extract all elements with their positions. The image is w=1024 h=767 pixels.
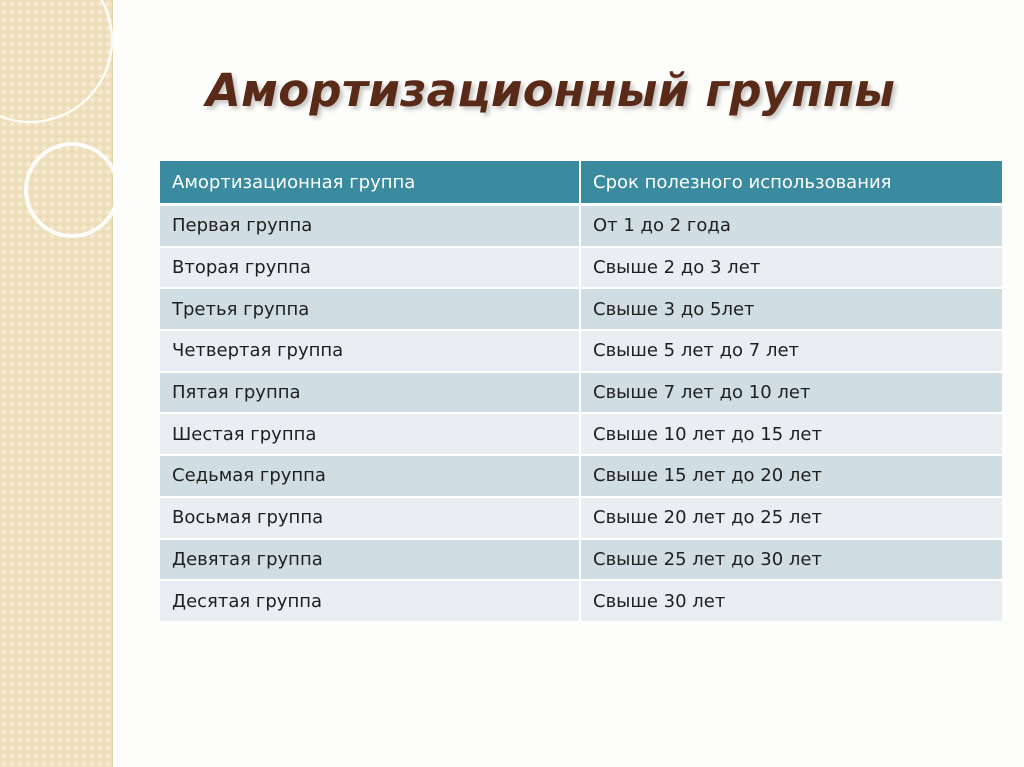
table-row (160, 455, 1002, 497)
slide-title: Амортизационный группы (206, 64, 896, 117)
table-row (160, 413, 1002, 455)
table-row (160, 330, 1002, 372)
header-useful-life: Срок полезного использования (580, 161, 1002, 205)
ring-small-arc (26, 144, 118, 236)
cell-group: Седьмая группа (160, 455, 580, 497)
cell-group: Четвертая группа (160, 330, 580, 372)
depreciation-groups-table (160, 161, 1002, 623)
cell-group: Девятая группа (160, 539, 580, 581)
cell-useful-life: Свыше 2 до 3 лет (580, 247, 1002, 289)
table-header-row (160, 161, 1002, 205)
cell-group: Восьмая группа (160, 497, 580, 539)
cell-useful-life: Свыше 25 лет до 30 лет (580, 539, 1002, 581)
ring-large-arc (0, 0, 112, 122)
cell-useful-life: Свыше 15 лет до 20 лет (580, 455, 1002, 497)
table-row (160, 539, 1002, 581)
cell-useful-life: От 1 до 2 года (580, 205, 1002, 247)
cell-group: Вторая группа (160, 247, 580, 289)
cell-useful-life: Свыше 20 лет до 25 лет (580, 497, 1002, 539)
table-row (160, 247, 1002, 289)
cell-group: Десятая группа (160, 580, 580, 622)
table-row (160, 497, 1002, 539)
table-row (160, 288, 1002, 330)
table-row (160, 372, 1002, 414)
header-group: Амортизационная группа (160, 161, 580, 205)
cell-group: Пятая группа (160, 372, 580, 414)
cell-useful-life: Свыше 30 лет (580, 580, 1002, 622)
table-row (160, 205, 1002, 247)
cell-useful-life: Свыше 7 лет до 10 лет (580, 372, 1002, 414)
cell-useful-life: Свыше 3 до 5лет (580, 288, 1002, 330)
cell-useful-life: Свыше 5 лет до 7 лет (580, 330, 1002, 372)
cell-useful-life: Свыше 10 лет до 15 лет (580, 413, 1002, 455)
depreciation-table-container (160, 161, 1002, 623)
cell-group: Первая группа (160, 205, 580, 247)
cell-group: Третья группа (160, 288, 580, 330)
table-row (160, 580, 1002, 622)
cell-group: Шестая группа (160, 413, 580, 455)
